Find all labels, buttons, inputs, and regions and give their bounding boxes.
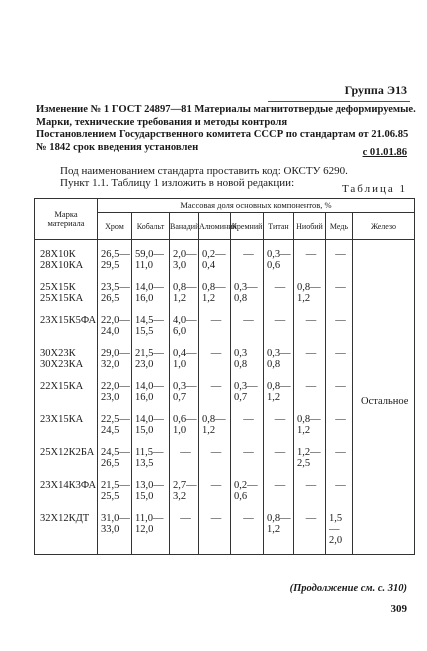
- niobium-cell: —: [294, 480, 326, 513]
- cobalt-cell: 21,5— 23,0: [132, 348, 170, 381]
- effective-date: с 01.01.86: [362, 147, 407, 158]
- aluminium-cell: —: [199, 381, 231, 414]
- cobalt-cell: 11,5— 13,5: [132, 447, 170, 480]
- silicon-cell: 0,2— 0,6: [231, 480, 264, 513]
- niobium-cell: —: [294, 348, 326, 381]
- grade-cell: 32Х12КДТ: [35, 513, 98, 555]
- silicon-cell: —: [231, 447, 264, 480]
- instruction-table: Пункт 1.1. Таблицу 1 изложить в новой редакции:: [60, 177, 295, 189]
- copper-cell: —: [326, 348, 353, 381]
- amendment-title: Изменение № 1 ГОСТ 24897—81 Материалы магнитотвердые деформируемые. Марки, технические требования и методы контроля: [36, 104, 416, 128]
- chromium-cell: 23,5— 26,5: [98, 282, 132, 315]
- page-number: 309: [390, 603, 407, 615]
- copper-cell: —: [326, 447, 353, 480]
- table-caption: Таблица 1: [341, 183, 407, 195]
- grade-cell: 25Х15К 25Х15КА: [35, 282, 98, 315]
- grade-cell: 22Х15КА: [35, 381, 98, 414]
- grade-cell: 23Х15КА: [35, 414, 98, 447]
- titanium-cell: —: [264, 282, 294, 315]
- vanadium-cell: 4,0— 6,0: [170, 315, 199, 348]
- col-header-vanadium: Ванадий: [170, 213, 199, 240]
- silicon-cell: 0,3— 0,7: [231, 381, 264, 414]
- grade-header: Марка материала: [35, 199, 98, 240]
- table-row: [35, 240, 415, 283]
- cobalt-cell: 11,0— 12,0: [132, 513, 170, 555]
- vanadium-cell: 2,0— 3,0: [170, 240, 199, 283]
- aluminium-cell: —: [199, 513, 231, 555]
- vanadium-cell: 0,8— 1,2: [170, 282, 199, 315]
- grade-cell: 30Х23К 30Х23КА: [35, 348, 98, 381]
- vanadium-cell: 0,6— 1,0: [170, 414, 199, 447]
- titanium-cell: 0,3— 0,8: [264, 348, 294, 381]
- chromium-cell: 22,5— 24,5: [98, 414, 132, 447]
- vanadium-cell: —: [170, 513, 199, 555]
- vanadium-cell: 0,4— 1,0: [170, 348, 199, 381]
- vanadium-cell: —: [170, 447, 199, 480]
- copper-cell: —: [326, 315, 353, 348]
- chromium-cell: 26,5— 29,5: [98, 240, 132, 283]
- col-header-aluminium: Алюминий: [199, 213, 231, 240]
- niobium-cell: —: [294, 381, 326, 414]
- col-header-titanium: Титан: [264, 213, 294, 240]
- silicon-cell: —: [231, 315, 264, 348]
- niobium-cell: —: [294, 513, 326, 555]
- chromium-cell: 31,0— 33,0: [98, 513, 132, 555]
- titanium-cell: 0,3— 0,6: [264, 240, 294, 283]
- cobalt-cell: 14,0— 15,0: [132, 414, 170, 447]
- col-header-chromium: Хром: [98, 213, 132, 240]
- copper-cell: 1,5— 2,0: [326, 513, 353, 555]
- col-header-niobium: Ниобий: [294, 213, 326, 240]
- cobalt-cell: 14,0— 16,0: [132, 381, 170, 414]
- grade-cell: 28Х10К 28Х10КА: [35, 240, 98, 283]
- grade-cell: 23Х15К5ФА: [35, 315, 98, 348]
- composition-group-header: Массовая доля основных компонентов, %: [98, 199, 415, 213]
- cobalt-cell: 14,5— 15,5: [132, 315, 170, 348]
- grade-cell: 25Х12К2БА: [35, 447, 98, 480]
- vanadium-cell: 2,7— 3,2: [170, 480, 199, 513]
- silicon-cell: 0,3— 0,8: [231, 282, 264, 315]
- chromium-cell: 24,5— 26,5: [98, 447, 132, 480]
- silicon-cell: —: [231, 513, 264, 555]
- titanium-cell: 0,8— 1,2: [264, 513, 294, 555]
- titanium-cell: —: [264, 447, 294, 480]
- aluminium-cell: 0,8— 1,2: [199, 414, 231, 447]
- copper-cell: —: [326, 240, 353, 283]
- niobium-cell: 0,8— 1,2: [294, 414, 326, 447]
- composition-table: [34, 198, 415, 555]
- chromium-cell: 22,0— 24,0: [98, 315, 132, 348]
- niobium-cell: —: [294, 240, 326, 283]
- chromium-cell: 29,0— 32,0: [98, 348, 132, 381]
- silicon-cell: —: [231, 240, 264, 283]
- aluminium-cell: 0,2— 0,4: [199, 240, 231, 283]
- aluminium-cell: —: [199, 447, 231, 480]
- titanium-cell: —: [264, 480, 294, 513]
- chromium-cell: 22,0— 23,0: [98, 381, 132, 414]
- col-header-silicon: Кремний: [231, 213, 264, 240]
- col-header-iron: Железо: [353, 213, 415, 240]
- col-header-copper: Медь: [326, 213, 353, 240]
- silicon-cell: 0,3 0,8: [231, 348, 264, 381]
- aluminium-cell: —: [199, 315, 231, 348]
- header-rule: [268, 101, 410, 102]
- chromium-cell: 21,5— 25,5: [98, 480, 132, 513]
- copper-cell: —: [326, 381, 353, 414]
- cobalt-cell: 59,0— 11,0: [132, 240, 170, 283]
- aluminium-cell: 0,8— 1,2: [199, 282, 231, 315]
- niobium-cell: 1,2— 2,5: [294, 447, 326, 480]
- iron-cell: Остальное: [353, 240, 415, 555]
- copper-cell: —: [326, 282, 353, 315]
- niobium-cell: 0,8— 1,2: [294, 282, 326, 315]
- cobalt-cell: 13,0— 15,0: [132, 480, 170, 513]
- titanium-cell: 0,8— 1,2: [264, 381, 294, 414]
- vanadium-cell: 0,3— 0,7: [170, 381, 199, 414]
- instruction-code: Под наименованием стандарта проставить код: ОКСТУ 6290.: [60, 165, 348, 177]
- copper-cell: —: [326, 414, 353, 447]
- continuation-note: (Продолжение см. с. 310): [289, 583, 407, 594]
- titanium-cell: —: [264, 315, 294, 348]
- titanium-cell: —: [264, 414, 294, 447]
- aluminium-cell: —: [199, 348, 231, 381]
- copper-cell: —: [326, 480, 353, 513]
- silicon-cell: —: [231, 414, 264, 447]
- col-header-cobalt: Кобальт: [132, 213, 170, 240]
- group-code: Группа Э13: [344, 83, 407, 97]
- grade-cell: 23Х14К3ФА: [35, 480, 98, 513]
- niobium-cell: —: [294, 315, 326, 348]
- decree-text: Постановлением Государственного комитета СССР по стандартам от 21.06.85 № 1842 срок введения установлен: [36, 129, 409, 153]
- aluminium-cell: —: [199, 480, 231, 513]
- cobalt-cell: 14,0— 16,0: [132, 282, 170, 315]
